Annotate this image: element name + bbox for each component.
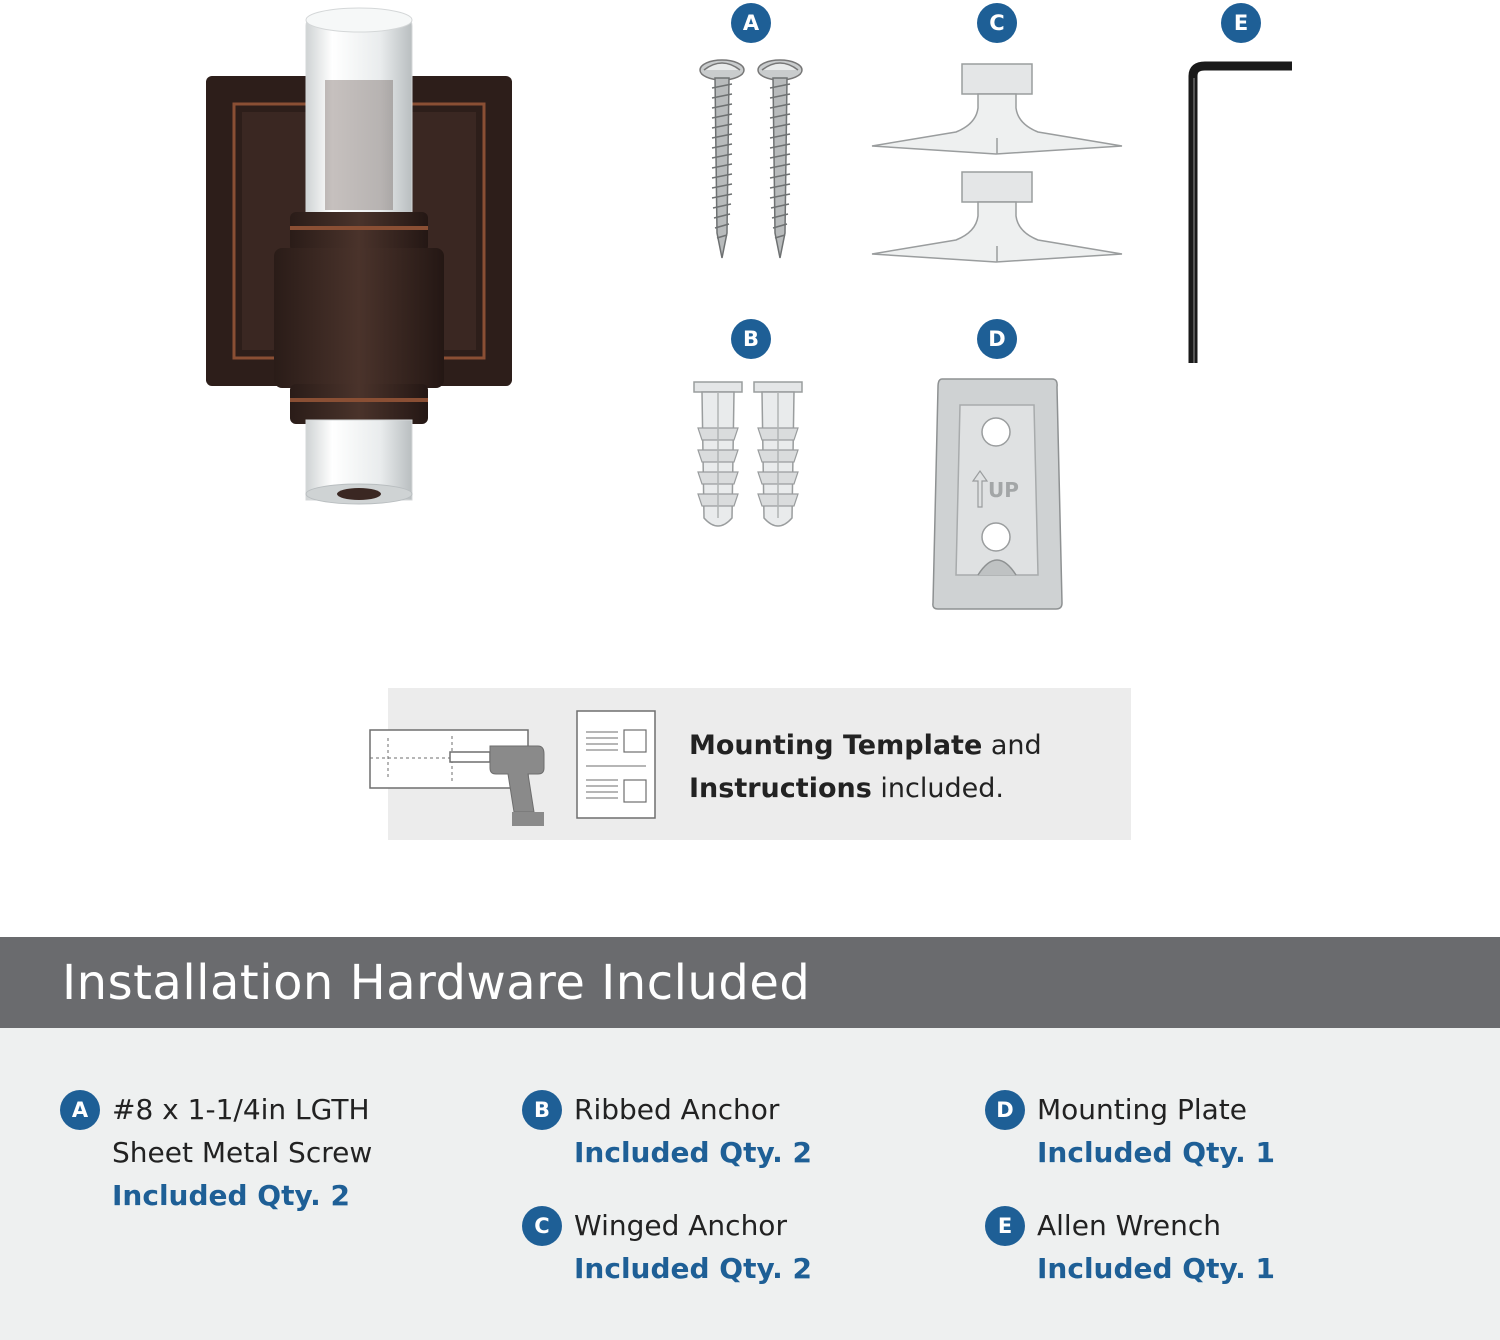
item-c-qty: Included Qty. 2 [574,1252,813,1285]
item-e-line1: Allen Wrench [1037,1209,1222,1242]
item-d-line1: Mounting Plate [1037,1093,1247,1126]
template-note-text2: included. [871,773,1004,804]
title-banner [0,937,1500,1028]
item-badge-c: C [522,1206,562,1246]
part-label-d: D [977,319,1017,359]
part-label-c: C [977,3,1017,43]
banner-title: Installation Hardware Included [62,955,811,1011]
part-label-a: A [731,3,771,43]
item-a-qty: Included Qty. 2 [112,1179,351,1212]
template-note [689,724,1042,810]
ribbed-anchors-image [688,378,813,533]
hardware-list-panel [0,1028,1500,1340]
item-badge-d: D [985,1090,1025,1130]
product-image [190,0,530,520]
drill-icon [368,728,553,828]
template-note-bold1: Mounting Template [689,730,983,761]
winged-anchors-image [866,58,1128,273]
item-e-qty: Included Qty. 1 [1037,1252,1276,1285]
item-a-line2: Sheet Metal Screw [112,1136,373,1169]
instructions-sheet-icon [576,710,656,820]
allen-wrench-image [1180,58,1300,373]
mounting-template-panel [388,688,1131,840]
screws-image [690,58,815,263]
part-label-b: B [731,319,771,359]
template-note-text1: and [982,730,1042,761]
item-badge-e: E [985,1206,1025,1246]
item-badge-a: A [60,1090,100,1130]
template-note-bold2: Instructions [689,773,872,804]
item-c-line1: Winged Anchor [574,1209,787,1242]
item-badge-b: B [522,1090,562,1130]
item-d-qty: Included Qty. 1 [1037,1136,1276,1169]
item-a-line1: #8 x 1-1/4in LGTH [112,1093,370,1126]
plate-up-text: UP [988,478,1019,502]
item-b-qty: Included Qty. 2 [574,1136,813,1169]
item-b-line1: Ribbed Anchor [574,1093,780,1126]
mounting-plate-image [930,375,1065,615]
part-label-e: E [1221,3,1261,43]
